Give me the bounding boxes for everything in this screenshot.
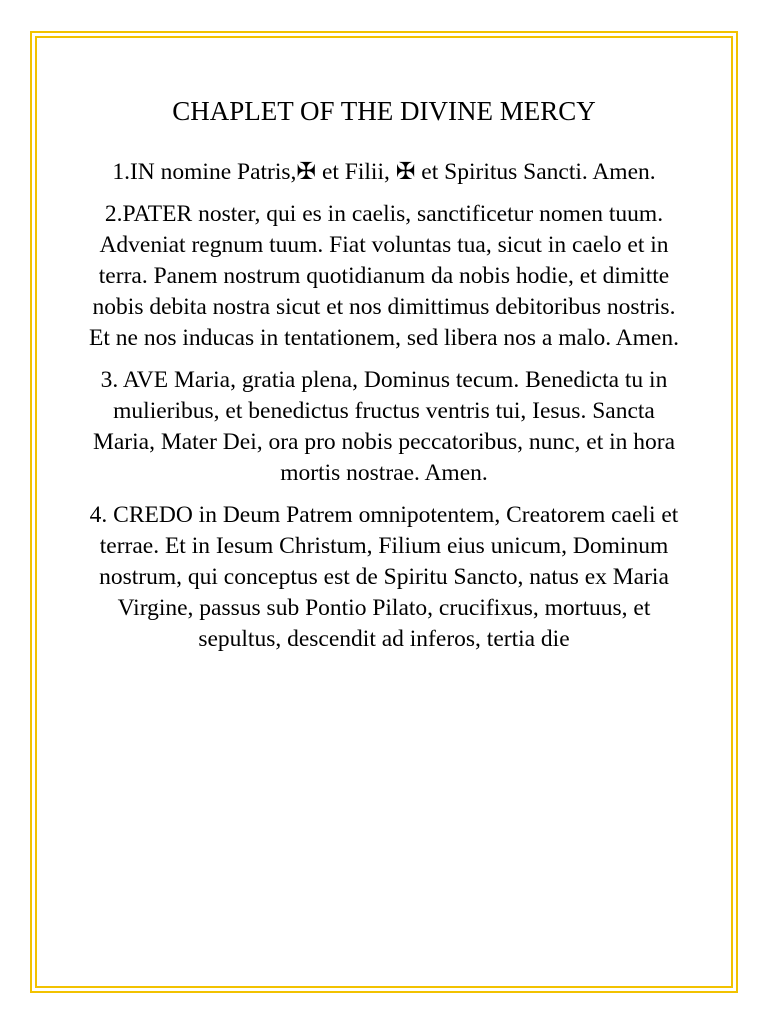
paragraph-sign-of-cross: 1.IN nomine Patris,✠ et Filii, ✠ et Spiritus Sancti. Amen. [112, 159, 656, 185]
document-title: CHAPLET OF THE DIVINE MERCY [172, 96, 596, 126]
paragraph-ave-maria: 3. AVE Maria, gratia plena, Dominus tecum. Benedicta tu in mulieribus, et benedictus fructus ventris tui, Iesus. Sancta Maria, Mater Dei, ora pro nobis peccatoribus, nunc, et in hora mortis nostrae. Amen. [92, 367, 676, 486]
paragraph-credo: 4. CREDO in Deum Patrem omnipotentem, Creatorem caeli et terrae. Et in Iesum Christum, Filium eius unicum, Dominum nostrum, qui conceptus est de Spiritu Sancto, natus ex Maria Virgine, passus sub Pontio Pilato, crucifixus, mortuus, et sepultus, descendit ad inferos, tertia die [89, 502, 679, 652]
paragraph-pater-noster: 2.PATER noster, qui es in caelis, sanctificetur nomen tuum. Adveniat regnum tuum. Fiat voluntas tua, sicut in caelo et in terra. Panem nostrum quotidianum da nobis hodie, et dimitte nobis debita nostra sicut et nos dimittimus debitoribus nostris. Et ne nos inducas in tentationem, sed libera nos a malo. Amen. [89, 201, 679, 351]
document-body [80, 92, 688, 666]
